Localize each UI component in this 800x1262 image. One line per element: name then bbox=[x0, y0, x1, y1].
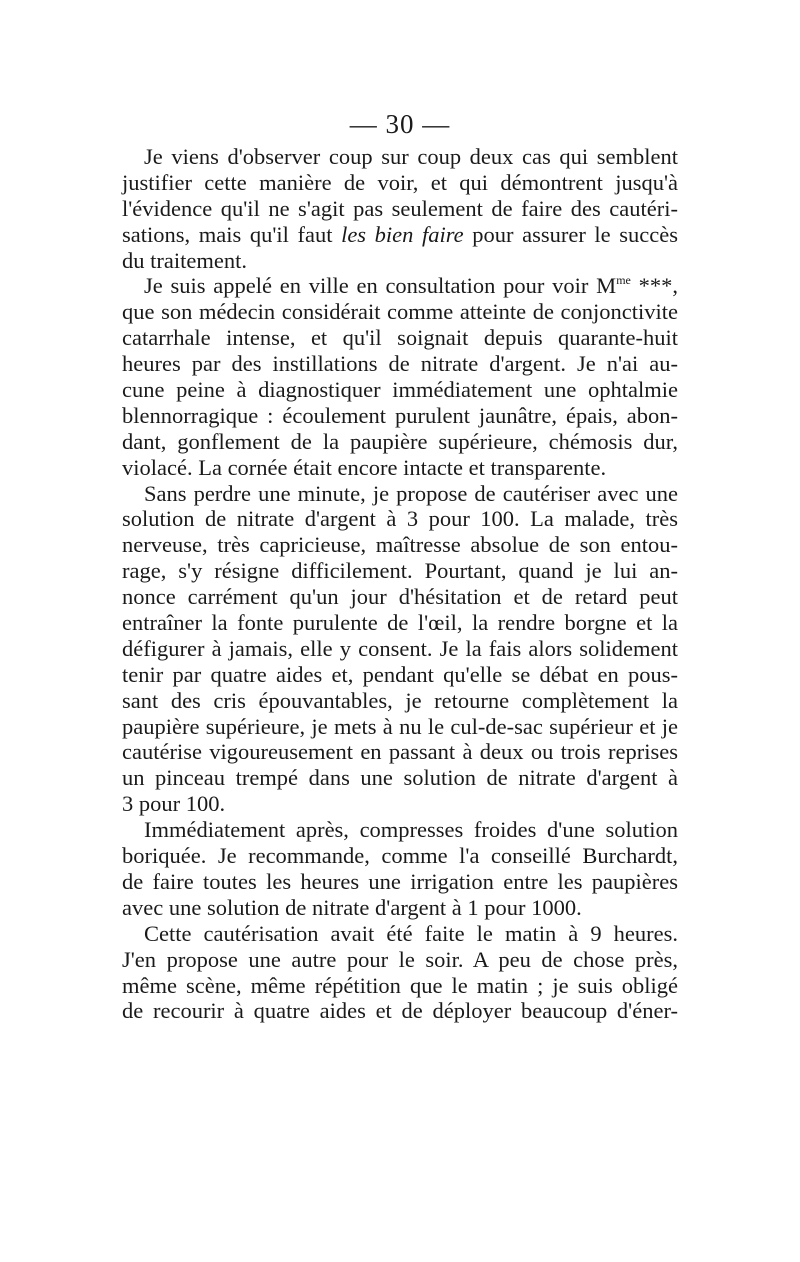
text-line: sations, mais qu'il faut les bien faire pour assurer le succès bbox=[122, 221, 678, 247]
text-line: Cette cautérisation avait été faite le matin à 9 heures. bbox=[144, 920, 678, 946]
text-line: Immédiatement après, compresses froides d'une solution bbox=[144, 817, 678, 843]
text-line: 3 pour 100. bbox=[122, 791, 226, 817]
paragraph bbox=[122, 144, 678, 273]
text-line: J'en propose une autre pour le soir. A peu de chose près, bbox=[122, 946, 678, 972]
paragraph bbox=[122, 921, 678, 1025]
text-line: tenir par quatre aides et, pendant qu'elle se débat en pous- bbox=[122, 661, 678, 687]
text-line: catarrhale intense, et qu'il soignait depuis quarante-huit bbox=[122, 325, 678, 351]
page-number: — 30 — bbox=[349, 109, 451, 139]
text-line: justifier cette manière de voir, et qui démontrent jusqu'à bbox=[122, 169, 678, 195]
text-line: un pinceau trempé dans une solution de nitrate d'argent à bbox=[122, 765, 678, 791]
text-line: dant, gonflement de la paupière supérieure, chémosis dur, bbox=[122, 428, 678, 454]
text-line: nerveuse, très capricieuse, maîtresse absolue de son entou- bbox=[122, 532, 678, 558]
text-line: boriquée. Je recommande, comme l'a conseillé Burchardt, bbox=[122, 843, 678, 869]
text-line: sant des cris épouvantables, je retourne complètement la bbox=[122, 687, 678, 713]
text-line: Je viens d'observer coup sur coup deux cas qui semblent bbox=[144, 144, 678, 169]
text-line: rage, s'y résigne difficilement. Pourtant, quand je lui an- bbox=[122, 558, 678, 584]
paragraph bbox=[122, 817, 678, 921]
text-line: cune peine à diagnostiquer immédiatement une ophtalmie bbox=[122, 377, 678, 403]
text-line: l'évidence qu'il ne s'agit pas seulement de faire des cautéri- bbox=[122, 195, 678, 221]
text-line: du traitement. bbox=[122, 247, 247, 273]
text-line: de recourir à quatre aides et de déployer beaucoup d'éner- bbox=[122, 998, 678, 1024]
text-line: cautérise vigoureusement en passant à deux ou trois reprises bbox=[122, 739, 678, 765]
text-line: violacé. La cornée était encore intacte et transparente. bbox=[122, 454, 607, 480]
body-text bbox=[122, 144, 678, 1024]
text-line: défigurer à jamais, elle y consent. Je la fais alors solidement bbox=[122, 635, 678, 661]
text-line: solution de nitrate d'argent à 3 pour 100. La malade, très bbox=[122, 506, 678, 532]
text-line: même scène, même répétition que le matin ; je suis obligé bbox=[122, 972, 678, 998]
text-line: de faire toutes les heures une irrigation entre les paupières bbox=[122, 868, 678, 894]
text-line: Je suis appelé en ville en consultation pour voir $M^{me}$ ***, bbox=[144, 273, 678, 299]
paragraph bbox=[122, 273, 678, 480]
paragraph bbox=[122, 481, 678, 818]
text-line: blennorragique : écoulement purulent jaunâtre, épais, abon- bbox=[122, 402, 678, 428]
text-line: avec une solution de nitrate d'argent à 1 pour 1000. bbox=[122, 894, 582, 920]
text-line: Sans perdre une minute, je propose de cautériser avec une bbox=[144, 480, 678, 506]
text-line: entraîner la fonte purulente de l'œil, la rendre borgne et la bbox=[122, 610, 678, 636]
text-line: que son médecin considérait comme atteinte de conjonctivite bbox=[122, 299, 678, 325]
text-line: nonce carrément qu'un jour d'hésitation et de retard peut bbox=[122, 584, 678, 610]
text-line: paupière supérieure, je mets à nu le cul-de-sac supérieur et je bbox=[122, 713, 678, 739]
text-line: heures par des instillations de nitrate d'argent. Je n'ai au- bbox=[122, 351, 678, 377]
